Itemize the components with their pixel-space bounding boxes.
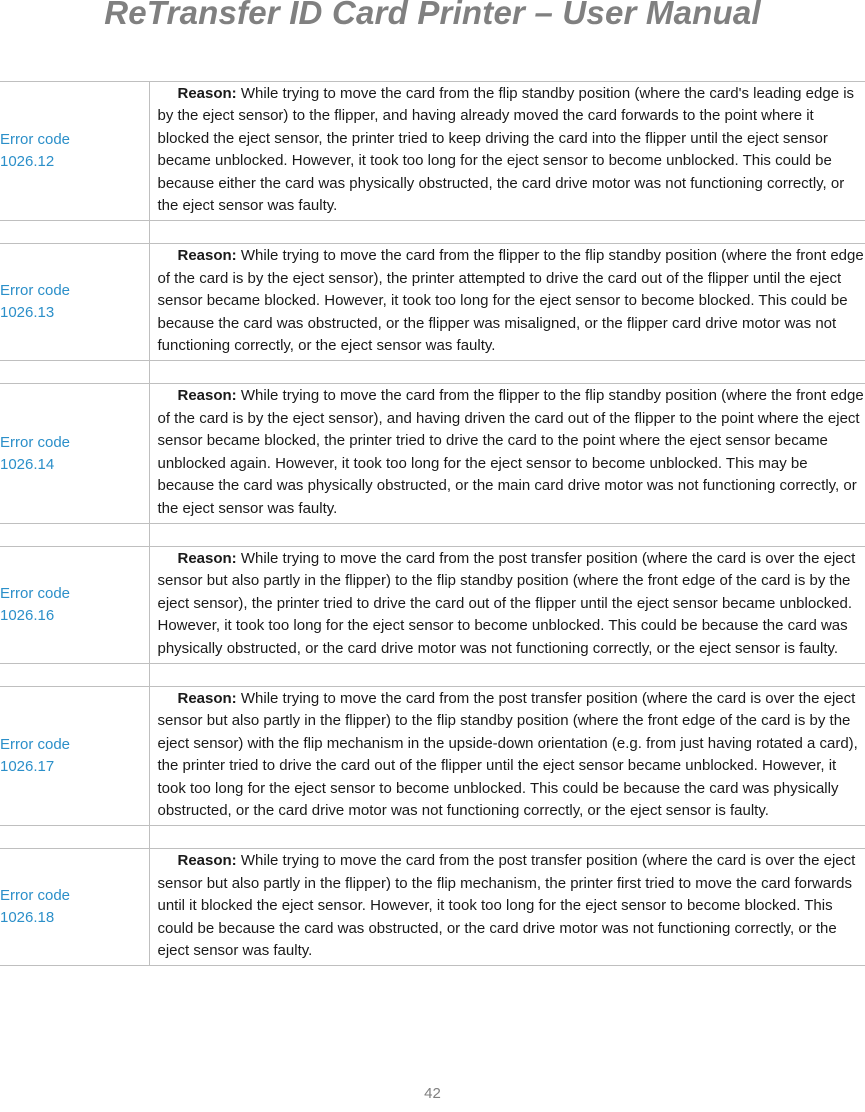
error-code-label: Error code bbox=[0, 131, 71, 149]
reason-text: While trying to move the card from the flipper to the flip standby position (where the front edge of the card is by the eject sensor), and having driven the card out of the flipper to the point where the eject sensor became blocked, the printer tried to drive the card to the point where the eject sensor became unblocked again. However, it took too long for the eject sensor to become unblocked. This may be because the card was physically obstructed, or the main card drive motor was not functioning correctly, or the eject sensor was faulty. bbox=[157, 387, 864, 517]
spacer-cell bbox=[0, 523, 149, 546]
spacer-cell bbox=[0, 826, 149, 849]
spacer-row bbox=[0, 361, 865, 384]
reason-label: Reason: bbox=[177, 852, 237, 870]
reason-text: While trying to move the card from the post transfer position (where the card is over the eject sensor but also partly in the flipper) to the flip standby position (where the front edge of the card is by the eject sensor), the printer tried to drive the card out of the flipper until the eject sensor became unblocked. However, it took too long for the eject sensor to become unblocked. This could be because the card was physically obstructed, or the card drive motor was not functioning correctly, or the eject sensor is faulty. bbox=[157, 549, 856, 657]
error-code-cell bbox=[0, 849, 149, 966]
error-code-number: 1026.16 bbox=[0, 606, 55, 624]
document-title: ReTransfer ID Card Printer – User Manual bbox=[104, 0, 761, 31]
error-code-number: 1026.14 bbox=[0, 455, 55, 473]
spacer-row bbox=[0, 826, 865, 849]
table-row bbox=[0, 686, 865, 825]
spacer-row bbox=[0, 221, 865, 244]
reason-cell bbox=[149, 849, 865, 966]
error-code-cell bbox=[0, 546, 149, 663]
error-code-cell bbox=[0, 82, 149, 221]
error-code-cell bbox=[0, 686, 149, 825]
error-code-number: 1026.12 bbox=[0, 153, 55, 171]
reason-label: Reason: bbox=[177, 549, 237, 567]
spacer-cell bbox=[149, 361, 865, 384]
spacer-cell bbox=[0, 361, 149, 384]
error-code-cell bbox=[0, 384, 149, 523]
reason-cell bbox=[149, 244, 865, 361]
reason-text: While trying to move the card from the flipper to the flip standby position (where the front edge of the card is by the eject sensor), the printer attempted to drive the card out of the flipper until the eject sensor became blocked. However, it took too long for the eject sensor to become blocked. This could be because the card was obstructed, or the flipper was misaligned, or the flipper card drive motor was not functioning correctly, or the eject sensor was faulty. bbox=[157, 247, 864, 355]
table-row bbox=[0, 82, 865, 221]
reason-text: While trying to move the card from the flip standby position (where the card's leading edge is by the eject sensor) to the flipper, and having already moved the card forwards to the point where it blocked the eject sensor, the printer tried to keep driving the card into the flipper until the eject sensor became unblocked. However, it took too long for the eject sensor to become unblocked. This could be because either the card was physically obstructed, the card drive motor was not functioning correctly, or the eject sensor was faulty. bbox=[157, 85, 855, 215]
error-code-number: 1026.18 bbox=[0, 909, 55, 927]
reason-cell bbox=[149, 546, 865, 663]
reason-label: Reason: bbox=[177, 247, 237, 265]
error-code-number: 1026.13 bbox=[0, 304, 55, 322]
spacer-cell bbox=[149, 663, 865, 686]
table-row bbox=[0, 384, 865, 523]
error-code-label: Error code bbox=[0, 433, 71, 451]
spacer-row bbox=[0, 663, 865, 686]
error-code-label: Error code bbox=[0, 887, 71, 905]
spacer-cell bbox=[149, 826, 865, 849]
reason-text: While trying to move the card from the post transfer position (where the card is over the eject sensor but also partly in the flipper) to the flip mechanism, the printer first tried to move the card forwards until it blocked the eject sensor. However, it took too long for the eject sensor to become blocked. This could be because the card was obstructed, or the card drive motor was not functioning correctly, or the eject sensor was faulty. bbox=[157, 852, 856, 959]
reason-label: Reason: bbox=[177, 387, 237, 405]
reason-text: While trying to move the card from the post transfer position (where the card is over the eject sensor but also partly in the flipper) to the flip standby position (where the front edge of the card is by the eject sensor) with the flip mechanism in the upside-down orientation (e.g. from just having rotated a card), the printer tried to drive the card out of the flipper until the eject sensor became unblocked. However, it took too long for the eject sensor to become unblocked. This could be because the card was physically obstructed, or the card drive motor was not functioning correctly, or the eject sensor is faulty. bbox=[157, 689, 858, 819]
error-code-table bbox=[0, 81, 865, 966]
table-row bbox=[0, 244, 865, 361]
error-code-cell bbox=[0, 244, 149, 361]
table-row bbox=[0, 849, 865, 966]
spacer-cell bbox=[149, 221, 865, 244]
reason-cell bbox=[149, 82, 865, 221]
page-number: 42 bbox=[424, 1085, 441, 1102]
spacer-cell bbox=[0, 221, 149, 244]
reason-label: Reason: bbox=[177, 689, 237, 707]
reason-label: Reason: bbox=[177, 85, 237, 102]
error-code-label: Error code bbox=[0, 282, 71, 300]
table-row bbox=[0, 546, 865, 663]
error-code-label: Error code bbox=[0, 584, 71, 602]
reason-cell bbox=[149, 384, 865, 523]
spacer-row bbox=[0, 523, 865, 546]
error-code-label: Error code bbox=[0, 736, 71, 754]
spacer-cell bbox=[149, 523, 865, 546]
reason-cell bbox=[149, 686, 865, 825]
spacer-cell bbox=[0, 663, 149, 686]
error-code-number: 1026.17 bbox=[0, 758, 55, 776]
